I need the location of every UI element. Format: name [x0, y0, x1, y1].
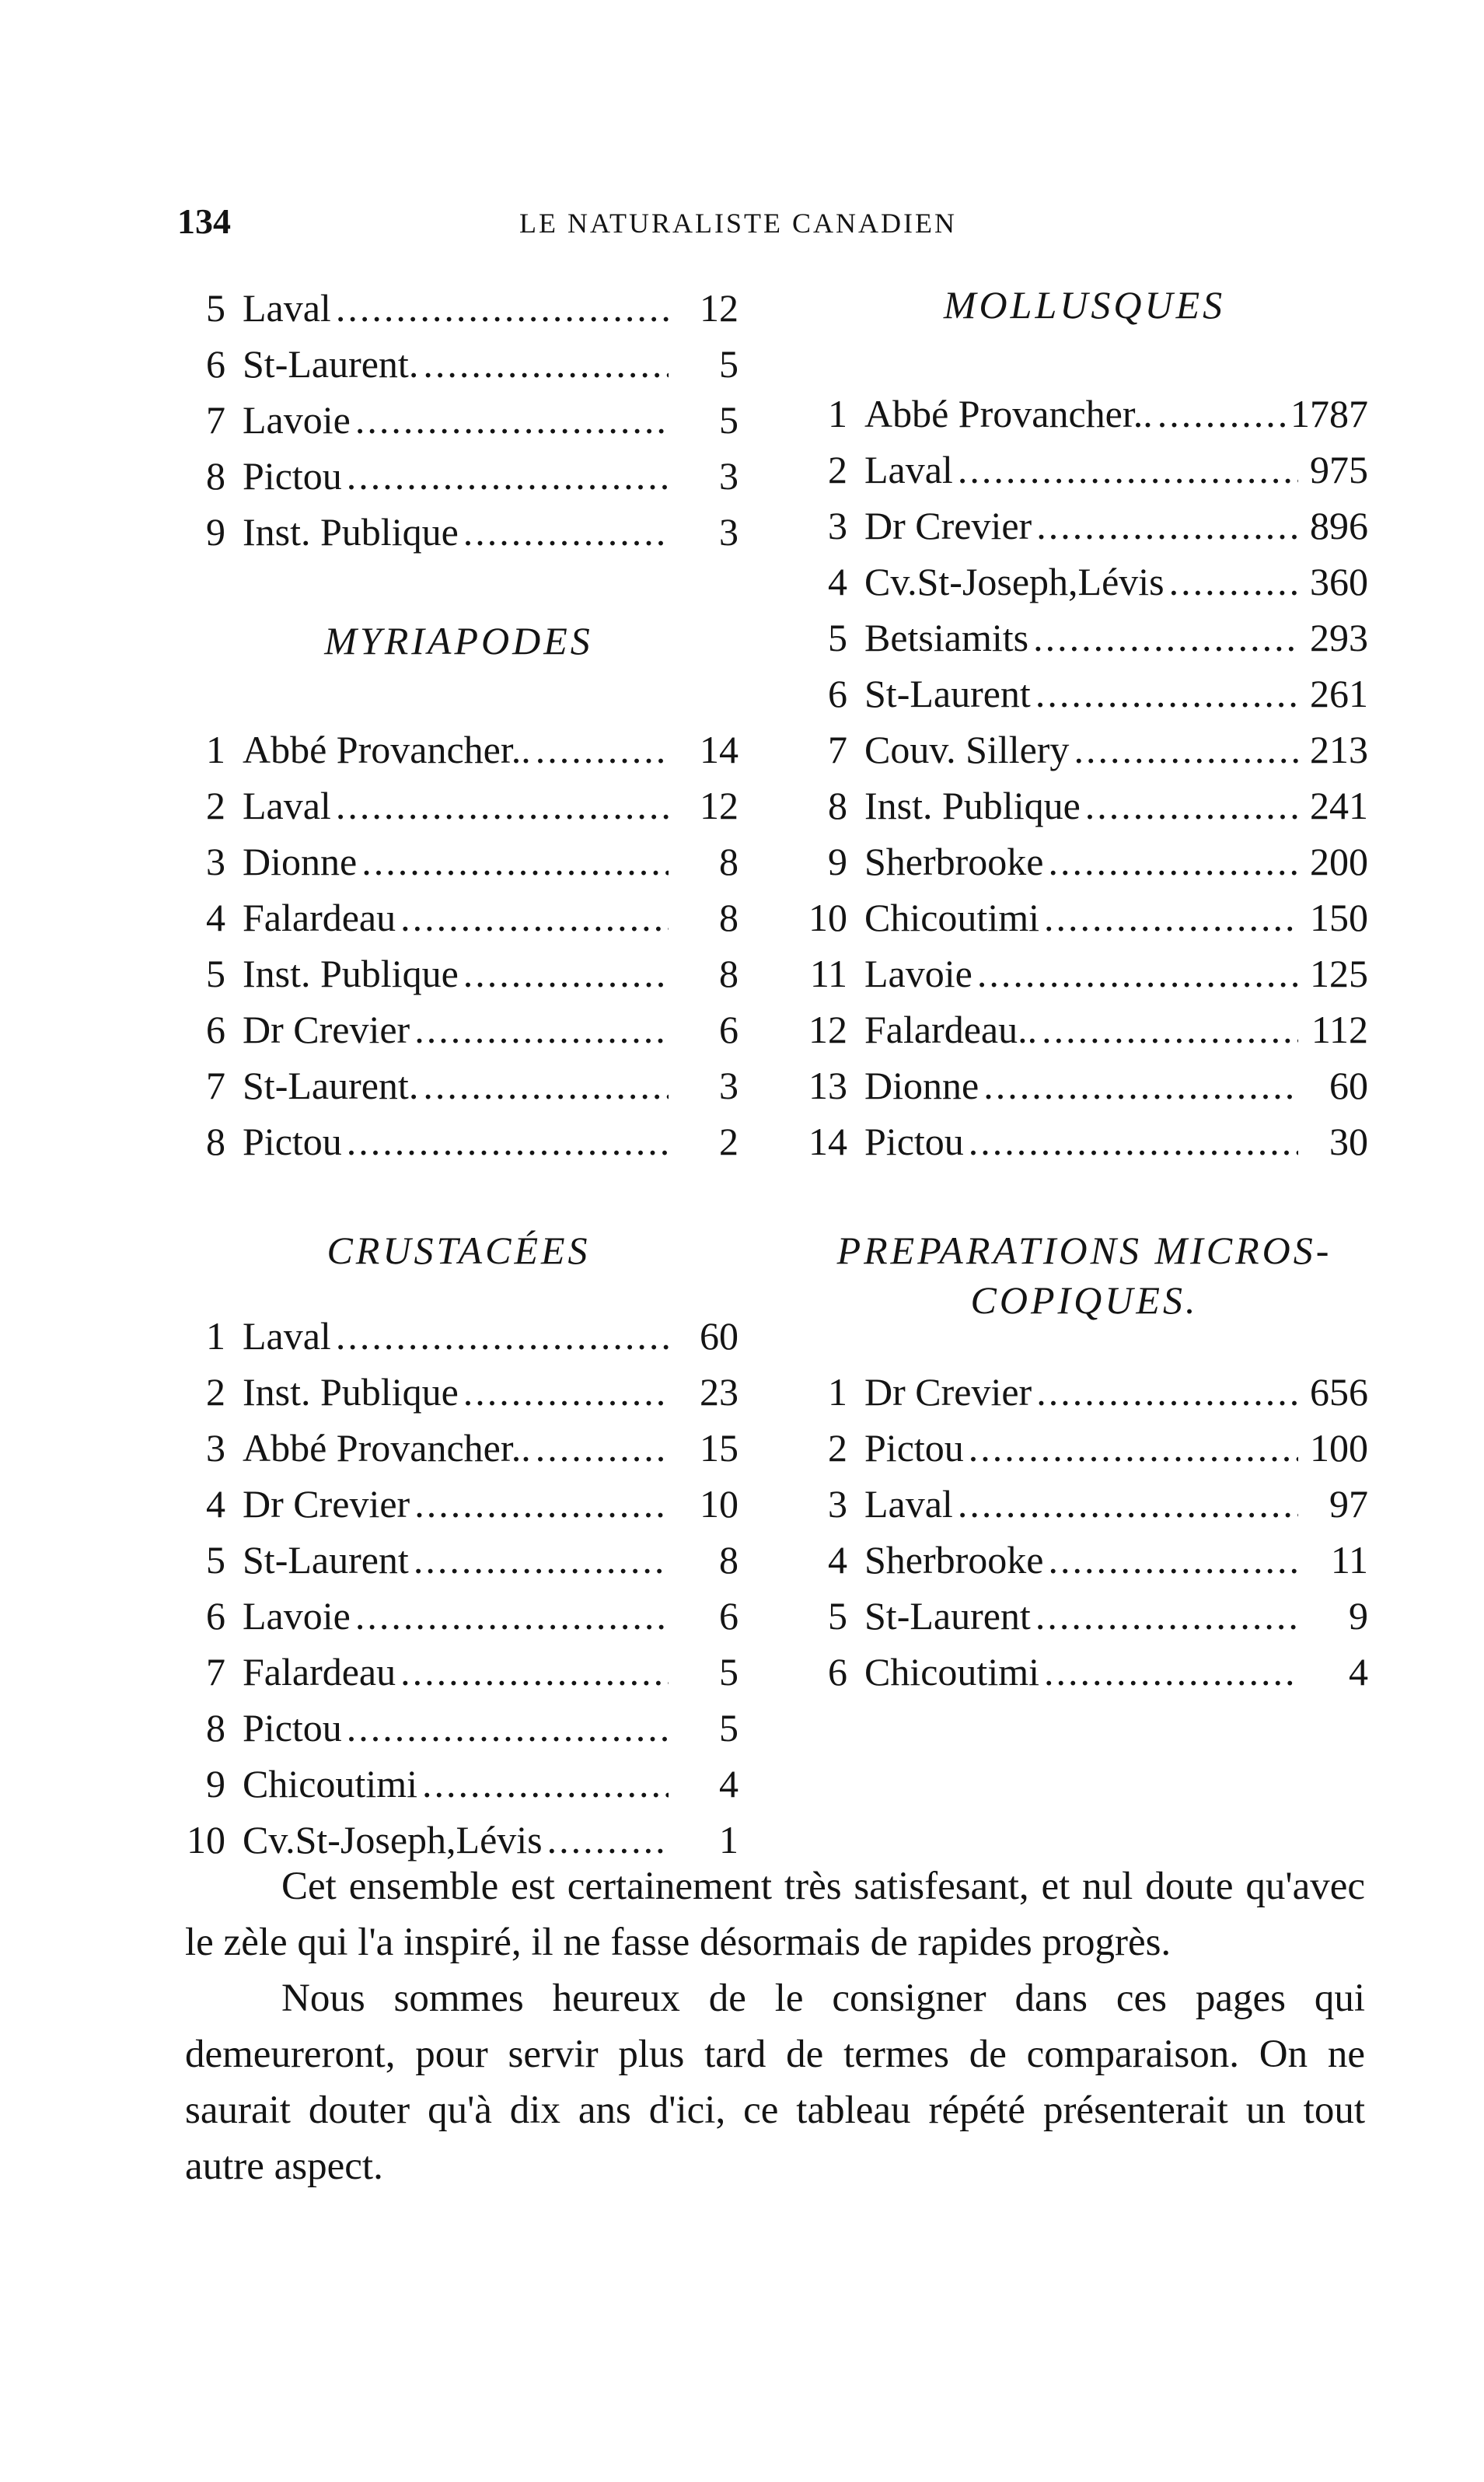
dot-leader: [1032, 1364, 1298, 1420]
list-item-value: 8: [719, 1538, 739, 1582]
list-item-value: 60: [700, 1314, 739, 1358]
list-item: [801, 1057, 1368, 1113]
list-item-value: 293: [1310, 616, 1368, 659]
dot-leader: [972, 946, 1298, 1002]
list-item-name: Betsiamits: [864, 616, 1029, 659]
list-item-rank: 6: [206, 1008, 225, 1051]
list-item: [179, 722, 739, 778]
list-item-rank: 3: [828, 1482, 847, 1526]
myriapodes-list: [179, 722, 739, 1169]
list-item-name: Sherbrooke: [864, 1538, 1044, 1582]
list-item-name: Falardeau..: [864, 1008, 1038, 1051]
myriapodes-section: [179, 616, 739, 1169]
list-item: [801, 386, 1368, 442]
list-item: [179, 834, 739, 890]
list-item-value: 8: [719, 840, 739, 883]
mollusques-list: [801, 386, 1368, 1169]
list-item-rank: 12: [808, 1008, 847, 1051]
list-item-rank: 11: [809, 952, 847, 995]
list-item: [801, 1588, 1368, 1644]
list-item-name: Dionne: [243, 840, 358, 883]
list-item-name: St-Laurent: [864, 672, 1031, 715]
dot-leader: [409, 1532, 669, 1588]
list-item: [801, 1113, 1368, 1169]
page-number: 134: [177, 201, 231, 241]
dot-leader: [342, 1113, 669, 1169]
list-item: [801, 554, 1368, 610]
list-item-name: Laval: [243, 286, 331, 330]
running-title: LE NATURALISTE CANADIEN: [519, 208, 957, 239]
dot-leader: [1081, 778, 1298, 834]
list-item-rank: 6: [206, 342, 225, 386]
list-item-value: 125: [1310, 952, 1368, 995]
list-item-rank: 8: [828, 784, 847, 827]
list-item-name: Dr Crevier: [243, 1482, 410, 1526]
dot-leader: [953, 1476, 1298, 1532]
list-item-rank: 7: [206, 1650, 225, 1694]
list-item-name: Couv. Sillery: [864, 728, 1070, 771]
section-title-preparations-line2: COPIQUES.: [970, 1278, 1199, 1322]
list-item-value: 8: [719, 896, 739, 939]
dot-leader: [417, 1756, 669, 1812]
list-item-rank: 1: [828, 392, 847, 435]
list-item: [801, 1476, 1368, 1532]
dot-leader: [1031, 666, 1298, 722]
list-item-rank: 1: [206, 1314, 225, 1358]
list-item-value: 11: [1330, 1538, 1368, 1582]
section-title-myriapodes: MYRIAPODES: [324, 619, 593, 662]
dot-leader: [410, 1476, 669, 1532]
section-title-preparations-line1: PREPARATIONS MICROS-: [836, 1229, 1332, 1272]
dot-leader: [1165, 554, 1298, 610]
list-item-name: Inst. Publique: [864, 784, 1081, 827]
list-item: [801, 610, 1368, 666]
list-item: [179, 1113, 739, 1169]
list-item-rank: 5: [828, 616, 847, 659]
dot-leader: [1039, 890, 1298, 946]
list-item-rank: 10: [187, 1818, 225, 1862]
list-item-value: 4: [1349, 1650, 1368, 1694]
list-item-name: Lavoie: [864, 952, 972, 995]
list-item-name: Pictou: [864, 1120, 964, 1163]
list-item: [801, 1644, 1368, 1700]
list-item: [179, 1420, 739, 1476]
dot-leader: [331, 1308, 669, 1364]
list-item-name: Abbé Provancher..: [243, 728, 531, 771]
list-item-rank: 5: [828, 1594, 847, 1638]
list-item: [179, 448, 739, 504]
dot-leader: [1044, 1532, 1299, 1588]
dot-leader: [1028, 610, 1298, 666]
list-item-rank: 3: [828, 504, 847, 547]
list-item-name: Cv.St-Joseph,Lévis: [243, 1818, 543, 1862]
list-item-name: St-Laurent.: [243, 342, 419, 386]
page-header: [177, 201, 1367, 255]
list-item-value: 12: [700, 286, 739, 330]
list-item-value: 2: [719, 1120, 739, 1163]
list-item-rank: 14: [808, 1120, 847, 1163]
dot-leader: [964, 1113, 1298, 1169]
list-item: [801, 442, 1368, 498]
list-item-value: 6: [719, 1008, 739, 1051]
list-item-name: Pictou: [243, 454, 342, 498]
list-item: [179, 392, 739, 448]
list-item-value: 112: [1311, 1008, 1368, 1051]
section-title-mollusques: MOLLUSQUES: [943, 283, 1226, 327]
dot-leader: [1044, 834, 1299, 890]
list-item: [179, 1057, 739, 1113]
list-item-name: Laval: [864, 448, 953, 491]
list-item-value: 100: [1310, 1426, 1368, 1470]
list-item-name: Dr Crevier: [243, 1008, 410, 1051]
list-item-value: 896: [1310, 504, 1368, 547]
dot-leader: [418, 336, 669, 392]
crustacees-section: [179, 1225, 739, 1868]
list-item-name: Inst. Publique: [243, 952, 459, 995]
list-item-rank: 6: [828, 1650, 847, 1694]
list-item: [179, 1476, 739, 1532]
list-item-name: St-Laurent: [243, 1538, 409, 1582]
list-item-value: 10: [700, 1482, 739, 1526]
list-item-value: 5: [719, 1650, 739, 1694]
list-item: [179, 280, 739, 336]
dot-leader: [531, 1420, 669, 1476]
dot-leader: [1153, 386, 1290, 442]
dot-leader: [396, 1644, 669, 1700]
list-item-rank: 5: [206, 952, 225, 995]
list-item: [801, 498, 1368, 554]
right-column: [801, 280, 1368, 1700]
list-item-name: St-Laurent: [864, 1594, 1031, 1638]
list-item: [179, 1588, 739, 1644]
top-list: [179, 280, 739, 560]
list-item-rank: 5: [206, 1538, 225, 1582]
dot-leader: [342, 1700, 669, 1756]
list-item-value: 1: [719, 1818, 739, 1862]
mollusques-section: [801, 280, 1368, 1169]
list-item-name: Laval: [243, 1314, 331, 1358]
list-item: [801, 666, 1368, 722]
list-item-rank: 3: [206, 840, 225, 883]
list-item-value: 241: [1310, 784, 1368, 827]
list-item-value: 150: [1310, 896, 1368, 939]
dot-leader: [1037, 1002, 1298, 1057]
list-item-rank: 7: [828, 728, 847, 771]
list-item-value: 5: [719, 1706, 739, 1750]
list-item-value: 30: [1329, 1120, 1368, 1163]
list-item: [179, 778, 739, 834]
dot-leader: [964, 1420, 1298, 1476]
list-item: [179, 1364, 739, 1420]
list-item-name: St-Laurent.: [243, 1064, 419, 1107]
list-item-value: 12: [700, 784, 739, 827]
list-item-value: 200: [1310, 840, 1368, 883]
dot-leader: [1031, 1588, 1298, 1644]
paragraph: Nous sommes heureux de le consigner dans ces pages qui demeureront, pour servir plus tard de termes de comparaison. On ne saurait douter qu'à dix ans d'ici, ce tableau répété présenterait un tout autre aspect.: [185, 1977, 1365, 2188]
list-item-rank: 10: [808, 896, 847, 939]
list-item-name: Dr Crevier: [864, 1370, 1032, 1414]
preparations-section: [801, 1225, 1368, 1700]
list-item: [179, 504, 739, 560]
list-item-value: 360: [1310, 560, 1368, 603]
list-item-rank: 7: [206, 398, 225, 442]
list-item-rank: 5: [206, 286, 225, 330]
list-item-rank: 8: [206, 454, 225, 498]
list-item-rank: 8: [206, 1706, 225, 1750]
list-item: [801, 722, 1368, 778]
dot-leader: [953, 442, 1298, 498]
list-item-name: Laval: [243, 784, 331, 827]
list-item: [179, 946, 739, 1002]
list-item-rank: 2: [206, 784, 225, 827]
preparations-list: [801, 1364, 1368, 1700]
list-item-name: Falardeau: [243, 1650, 396, 1694]
list-item-name: Inst. Publique: [243, 1370, 459, 1414]
list-item: [179, 1532, 739, 1588]
list-item-name: Chicoutimi: [864, 1650, 1039, 1694]
list-item: [179, 336, 739, 392]
list-item-value: 3: [719, 454, 739, 498]
list-item-rank: 13: [808, 1064, 847, 1107]
list-item: [801, 946, 1368, 1002]
list-item-rank: 6: [828, 672, 847, 715]
list-item-value: 9: [1349, 1594, 1368, 1638]
list-item-value: 8: [719, 952, 739, 995]
crustacees-list: [179, 1308, 739, 1868]
list-item: [801, 1420, 1368, 1476]
list-item-rank: 9: [206, 1762, 225, 1806]
list-item-rank: 9: [206, 510, 225, 554]
list-item-name: Cv.St-Joseph,Lévis: [864, 560, 1165, 603]
list-item: [179, 1700, 739, 1756]
list-item: [179, 1002, 739, 1057]
list-item: [801, 890, 1368, 946]
list-item-name: Lavoie: [243, 1594, 351, 1638]
list-item-name: Chicoutimi: [864, 896, 1039, 939]
dot-leader: [331, 280, 669, 336]
list-item-value: 6: [719, 1594, 739, 1638]
list-item-value: 4: [719, 1762, 739, 1806]
list-item-value: 3: [719, 510, 739, 554]
list-item-name: Lavoie: [243, 398, 351, 442]
list-item-value: 60: [1329, 1064, 1368, 1107]
list-item-value: 5: [719, 398, 739, 442]
list-item-name: Dionne: [864, 1064, 979, 1107]
dot-leader: [331, 778, 669, 834]
list-item-value: 97: [1329, 1482, 1368, 1526]
dot-leader: [396, 890, 669, 946]
dot-leader: [979, 1057, 1298, 1113]
list-item: [801, 1002, 1368, 1057]
list-item-value: 213: [1310, 728, 1368, 771]
list-item-rank: 7: [206, 1064, 225, 1107]
dot-leader: [1069, 722, 1298, 778]
list-item-name: Abbé Provancher..: [864, 392, 1153, 435]
section-title-preparations: [801, 1225, 1368, 1325]
list-item-value: 1787: [1290, 392, 1368, 435]
dot-leader: [418, 1057, 669, 1113]
list-item-rank: 9: [828, 840, 847, 883]
list-item-rank: 4: [206, 1482, 225, 1526]
list-item-rank: 4: [828, 560, 847, 603]
list-item-rank: 6: [206, 1594, 225, 1638]
list-item-name: Laval: [864, 1482, 953, 1526]
dot-leader: [357, 834, 669, 890]
dot-leader: [1039, 1644, 1298, 1700]
list-item: [801, 1364, 1368, 1420]
list-item-name: Chicoutimi: [243, 1762, 417, 1806]
list-item-value: 23: [700, 1370, 739, 1414]
list-item-value: 5: [719, 342, 739, 386]
dot-leader: [351, 1588, 669, 1644]
paragraph: Cet ensemble est certainement très satisfesant, et nul doute qu'avec le zèle qui l'a inspiré, il ne fasse désormais de rapides progrès.: [185, 1865, 1365, 1964]
list-item-name: Pictou: [243, 1120, 342, 1163]
dot-leader: [351, 392, 669, 448]
list-item-name: Inst. Publique: [243, 510, 459, 554]
left-column: [179, 280, 739, 1868]
list-item: [801, 834, 1368, 890]
list-item-rank: 2: [828, 448, 847, 491]
list-item-name: Falardeau: [243, 896, 396, 939]
list-item: [179, 1756, 739, 1812]
list-item-name: Dr Crevier: [864, 504, 1032, 547]
dot-leader: [459, 1364, 669, 1420]
list-item-value: 15: [700, 1426, 739, 1470]
list-item-rank: 2: [828, 1426, 847, 1470]
list-item: [801, 1532, 1368, 1588]
list-item-rank: 8: [206, 1120, 225, 1163]
list-item-value: 14: [700, 728, 739, 771]
list-item-name: Pictou: [243, 1706, 342, 1750]
list-item: [179, 1308, 739, 1364]
list-item: [801, 778, 1368, 834]
list-item-rank: 4: [828, 1538, 847, 1582]
list-item-name: Sherbrooke: [864, 840, 1044, 883]
list-item-rank: 1: [206, 728, 225, 771]
list-item: [179, 890, 739, 946]
list-item-value: 3: [719, 1064, 739, 1107]
list-item-rank: 3: [206, 1426, 225, 1470]
list-item-name: Pictou: [864, 1426, 964, 1470]
closing-text: [185, 1858, 1365, 2194]
list-item-rank: 4: [206, 896, 225, 939]
list-item-name: Abbé Provancher..: [243, 1426, 531, 1470]
list-item: [179, 1644, 739, 1700]
list-item-rank: 2: [206, 1370, 225, 1414]
dot-leader: [459, 504, 669, 560]
list-item-value: 975: [1310, 448, 1368, 491]
dot-leader: [459, 946, 669, 1002]
list-item-rank: 1: [828, 1370, 847, 1414]
dot-leader: [342, 448, 669, 504]
list-item-value: 261: [1310, 672, 1368, 715]
dot-leader: [1032, 498, 1298, 554]
list-item-value: 656: [1310, 1370, 1368, 1414]
dot-leader: [531, 722, 669, 778]
section-title-crustacees: CRUSTACÉES: [326, 1229, 591, 1272]
dot-leader: [410, 1002, 669, 1057]
